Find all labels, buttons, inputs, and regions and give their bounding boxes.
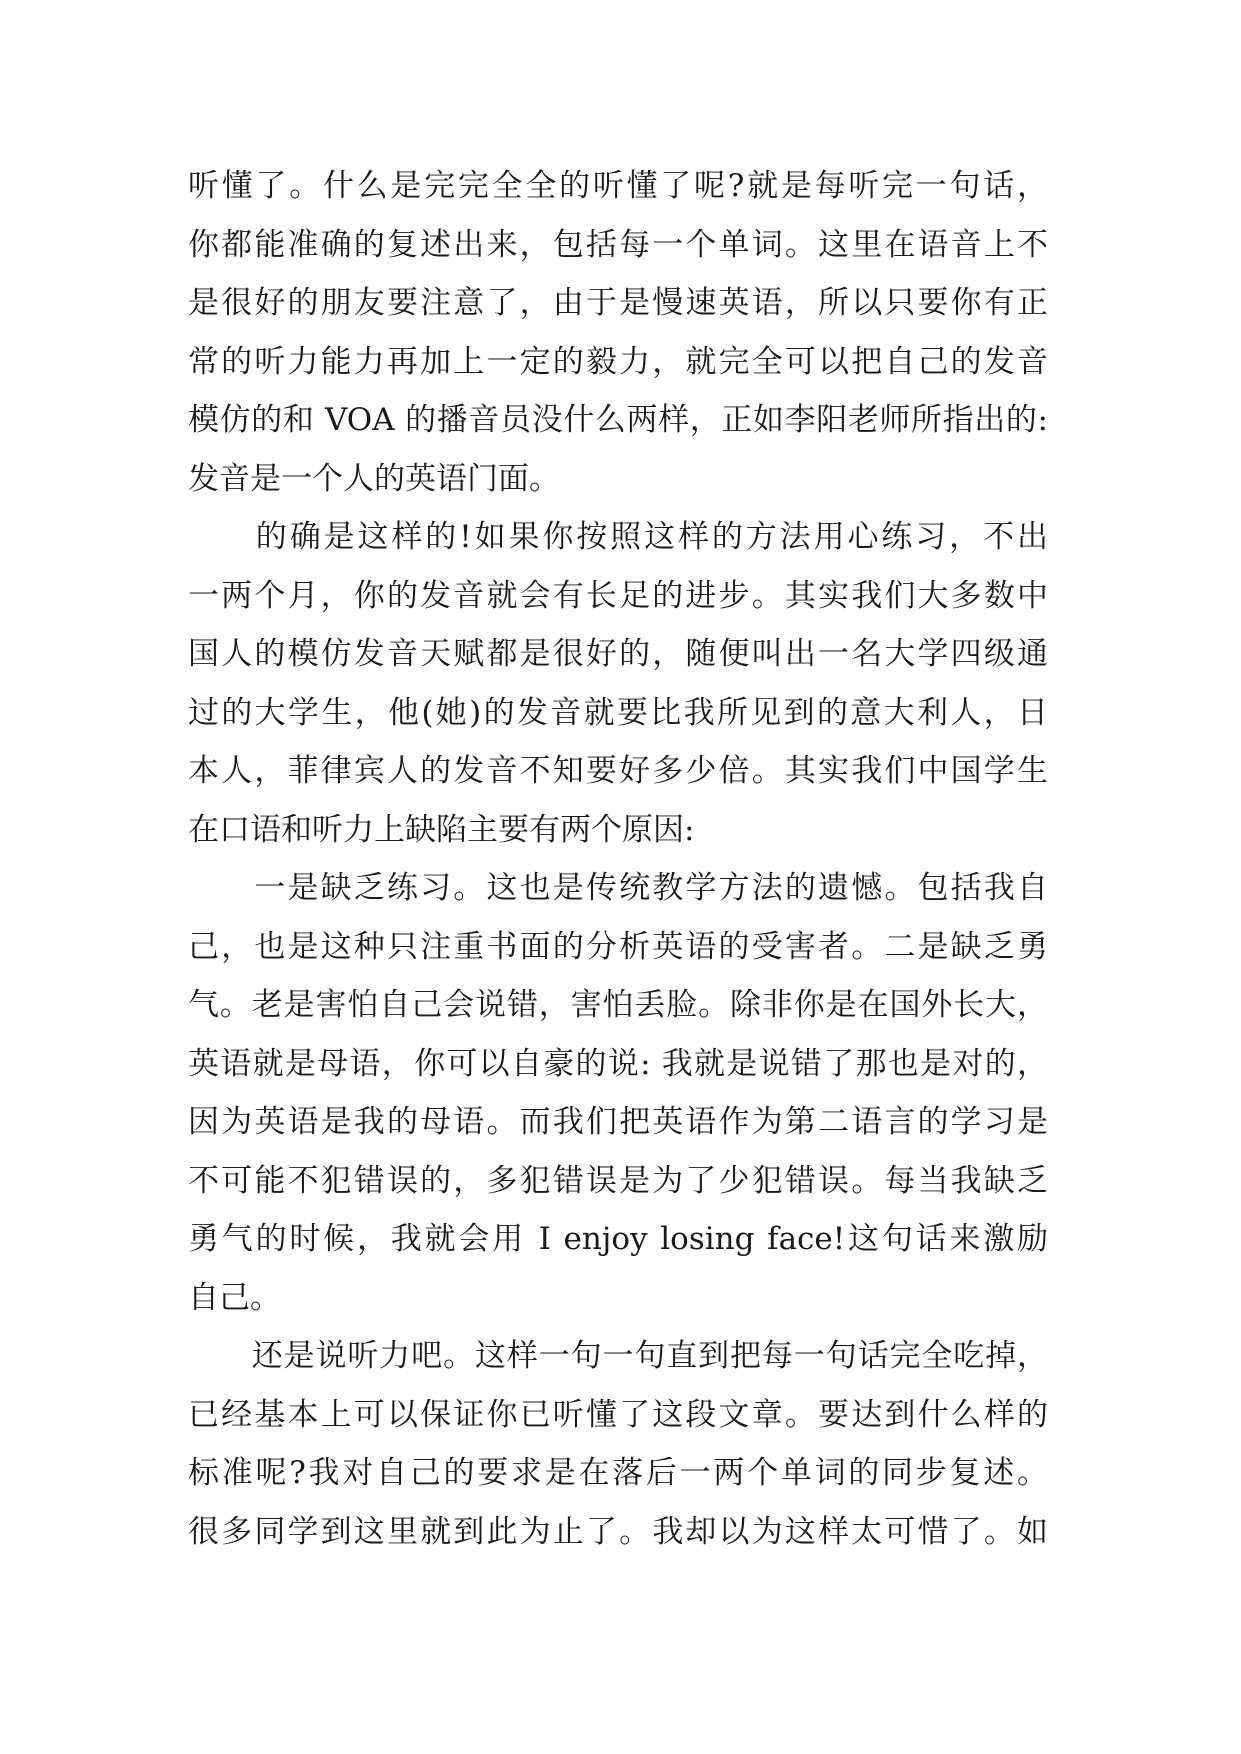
- text-line: 已经基本上可以保证你已听懂了这段文章。要达到什么样的: [188, 1396, 1048, 1433]
- paragraph-3: [188, 859, 1048, 1327]
- text-line: 本人，菲律宾人的发音不知要好多少倍。其实我们中国学生: [188, 753, 1048, 789]
- text-line: 的确是这样的!如果你按照这样的方法用心练习，不出: [188, 519, 1048, 555]
- text-line: 还是说听力吧。这样一句一句直到把每一句话完全吃掉，: [188, 1338, 1048, 1374]
- text-line: 很多同学到这里就到此为止了。我却以为这样太可惜了。如: [188, 1513, 1048, 1550]
- text-line: 英语就是母语，你可以自豪的说: 我就是说错了那也是对的，: [188, 1045, 1048, 1082]
- body-text: [188, 157, 1048, 1561]
- paragraph-1: [188, 157, 1048, 508]
- text-line: 国人的模仿发音天赋都是很好的，随便叫出一名大学四级通: [188, 636, 1048, 672]
- text-line: 发音是一个人的英语门面。: [188, 460, 560, 497]
- text-line: 不可能不犯错误的，多犯错误是为了少犯错误。每当我缺乏: [188, 1162, 1048, 1199]
- text-line: 模仿的和 VOA 的播音员没什么两样，正如李阳老师所指出的:: [188, 402, 1048, 438]
- text-line: 听懂了。什么是完完全全的听懂了呢?就是每听完一句话，: [188, 168, 1048, 204]
- text-line: 勇气的时候，我就会用 I enjoy losing face!这句话来激励: [188, 1221, 1048, 1257]
- paragraph-2: [188, 508, 1048, 859]
- text-line: 自己。: [188, 1279, 281, 1316]
- text-line: 你都能准确的复述出来，包括每一个单词。这里在语音上不: [188, 226, 1048, 263]
- text-line: 标准呢?我对自己的要求是在落后一两个单词的同步复述。: [188, 1455, 1048, 1491]
- text-line: 一是缺乏练习。这也是传统教学方法的遗憾。包括我自: [188, 870, 1048, 906]
- text-line: 常的听力能力再加上一定的毅力，就完全可以把自己的发音: [188, 343, 1048, 380]
- text-line: 己，也是这种只注重书面的分析英语的受害者。二是缺乏勇: [188, 928, 1048, 965]
- text-line: 是很好的朋友要注意了，由于是慢速英语，所以只要你有正: [188, 285, 1048, 321]
- text-line: 因为英语是我的母语。而我们把英语作为第二语言的学习是: [188, 1104, 1048, 1140]
- text-line: 一两个月，你的发音就会有长足的进步。其实我们大多数中: [188, 577, 1048, 614]
- text-line: 气。老是害怕自己会说错，害怕丢脸。除非你是在国外长大，: [188, 987, 1048, 1023]
- text-line: 在口语和听力上缺陷主要有两个原因:: [188, 811, 695, 848]
- paragraph-4: [188, 1327, 1048, 1561]
- text-line: 过的大学生，他(她)的发音就要比我所见到的意大利人，日: [188, 694, 1048, 731]
